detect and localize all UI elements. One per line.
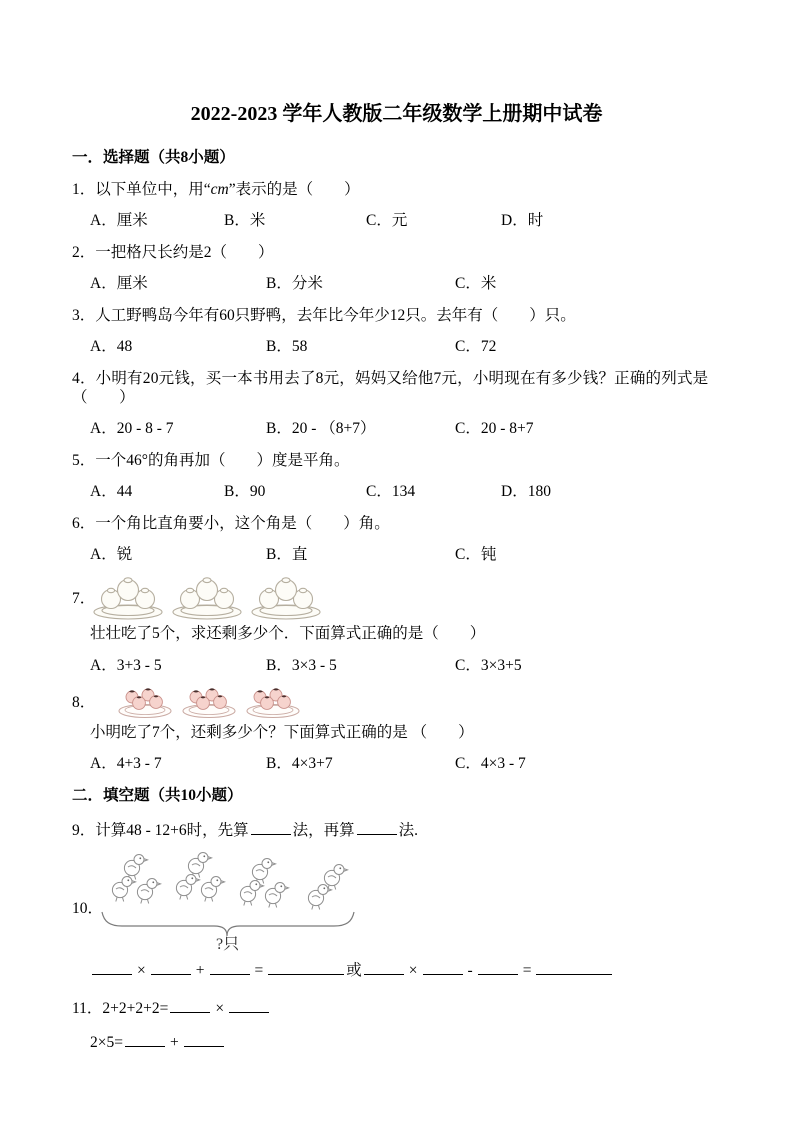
q10-blank-6 [478,958,518,975]
question-7-illustration-row [72,572,721,622]
q10-minus: - [467,961,473,979]
question-3-text: 3．人工野鸭岛今年有60只野鸭，去年比今年少12只。去年有（ ）只。 [72,306,576,324]
peach-plates-illustration [118,683,304,719]
q10-blank-2 [151,958,191,975]
question-8-text: 小明吃了7个，还剩多少个？下面算式正确的是 （ ） [90,723,474,741]
q10-blank-3 [210,958,250,975]
question-2-text: 2．一把格尺长约是2（ ） [72,243,274,261]
q8-option-a: A．4+3 - 7 [90,755,162,772]
q10-blank-result-1 [268,958,344,975]
brace-label: ?只 [216,935,240,952]
question-7-number: 7． [72,590,96,607]
question-10-equation [72,958,721,982]
question-11-line-1 [72,996,721,1018]
q5-option-d: D．180 [501,483,551,500]
question-10-number: 10． [72,899,104,917]
question-8-options [72,754,721,773]
q11-plus: + [169,1034,179,1051]
q1-text-pre: 1．以下单位中，用“ [72,180,211,198]
q8-option-c: C．4×3 - 7 [455,755,526,772]
question-6-text: 6．一个角比直角要小，这个角是（ ）角。 [72,514,390,532]
q1-option-a: A．厘米 [90,212,148,229]
q10-blank-5 [423,958,463,975]
question-10-illustration-row [72,850,721,952]
question-2-options [72,274,721,293]
q10-equals-2: = [522,961,532,979]
q11-times: × [215,999,225,1017]
q9-blank-2 [357,818,397,835]
section-heading-choice: 一．选择题（共8小题） [72,149,235,166]
q4-option-a: A．20 - 8 - 7 [90,420,174,437]
q4-option-c: C．20 - 8+7 [455,420,534,437]
section-heading-fill: 二．填空题（共10小题） [72,787,243,804]
q5-option-a: A．44 [90,483,133,500]
q3-option-a: A．48 [90,338,133,355]
q8-option-b: B．4×3+7 [266,755,333,772]
q10-times-2: × [408,961,418,979]
question-4-text: 4．小明有20元钱，买一本书用去了8元，妈妈又给他7元，小明现在有多少钱？正确的列式是（ ） [72,369,709,406]
q6-option-c: C．钝 [455,546,497,563]
q10-blank-4 [364,958,404,975]
q5-option-c: C．134 [366,483,416,500]
q7-option-c: C．3×3+5 [455,656,522,674]
q10-or: 或 [346,961,362,979]
q2-option-c: C．米 [455,275,497,292]
q2-option-b: B．分米 [266,275,323,292]
question-1-text [72,180,721,199]
q6-option-b: B．直 [266,546,308,563]
question-11-line-2 [72,1030,721,1052]
question-3-options [72,337,721,356]
buns-plates-illustration [92,572,324,622]
q10-blank-1 [92,958,132,975]
q10-equals-1: = [254,961,264,979]
q7-option-a: A．3+3 - 5 [90,656,162,674]
q9-blank-1 [251,818,291,835]
q11-line2-lead: 2×5= [90,1034,123,1051]
q6-option-a: A．锐 [90,546,133,563]
q1-text-post: ”表示的是（ ） [228,180,360,198]
q2-option-a: A．厘米 [90,275,148,292]
question-8-illustration-row [72,683,721,719]
question-5-text: 5．一个46°的角再加（ ）度是平角。 [72,451,350,469]
q11-blank-4 [184,1030,224,1047]
chicks-groups-illustration [98,850,372,952]
question-5-options [72,482,721,501]
question-6-options [72,545,721,564]
q9-end: 法. [398,821,419,839]
q11-blank-1 [170,996,210,1013]
q3-option-b: B．58 [266,338,308,355]
q10-plus: + [195,961,205,979]
q11-lead: 11．2+2+2+2= [72,999,169,1017]
brace [102,912,354,936]
q10-blank-result-2 [536,958,612,975]
q3-option-c: C．72 [455,338,497,355]
q1-cm-unit: cm [210,180,229,198]
q11-blank-3 [125,1030,165,1047]
q7-option-b: B．3×3 - 5 [266,656,337,674]
q4-option-b: B．20 - （8+7） [266,420,376,437]
q9-lead: 9．计算48 - 12+6时，先算 [72,821,249,839]
q5-option-b: B．90 [224,483,266,500]
q1-option-b: B．米 [224,212,266,229]
q1-option-d: D．时 [501,212,544,229]
question-7-options [72,656,721,675]
question-1-options [72,211,721,230]
question-4-options [72,419,721,438]
q9-mid: 法，再算 [292,821,355,839]
question-7-text: 壮壮吃了5个，求还剩多少个．下面算式正确的是（ ） [90,625,486,642]
question-9-text [72,818,721,840]
page-title: 2022-2023 学年人教版二年级数学上册期中试卷 [190,103,603,125]
q1-option-c: C．元 [366,212,408,229]
question-8-number: 8． [72,693,96,711]
q10-times-1: × [137,961,146,979]
q11-blank-2 [229,996,269,1013]
